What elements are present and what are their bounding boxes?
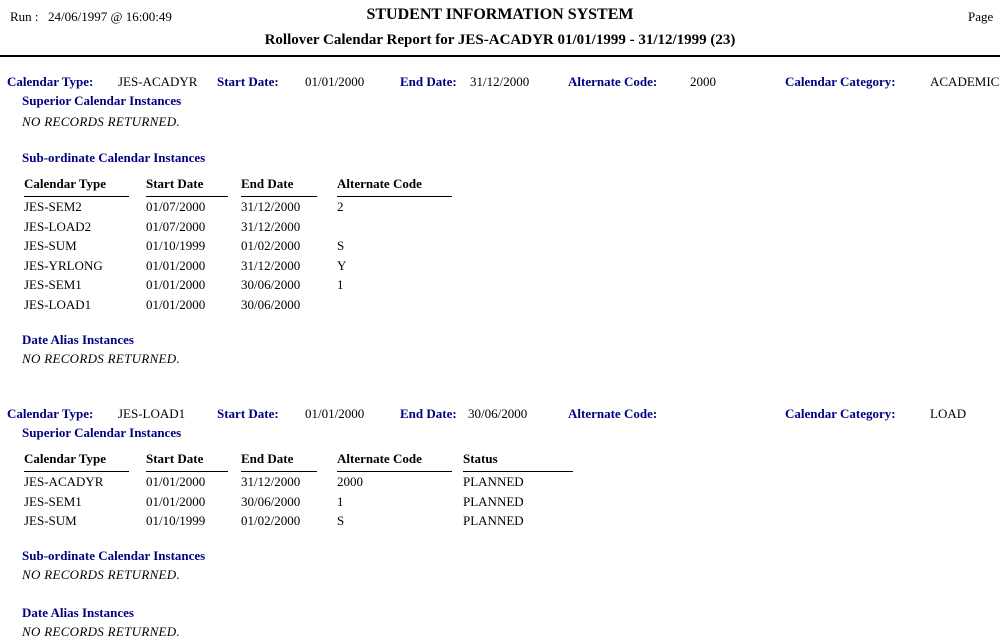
table-cell: JES-SUM xyxy=(24,238,77,254)
table-body xyxy=(24,197,463,315)
no-records-text: NO RECORDS RETURNED. xyxy=(22,114,181,129)
table-cell: 01/01/2000 xyxy=(146,296,206,312)
start-date-value: 01/01/2000 xyxy=(305,406,365,421)
table-cell: 30/06/2000 xyxy=(241,277,301,293)
table-cell: 30/06/2000 xyxy=(241,296,301,312)
table-cell: JES-ACADYR xyxy=(24,474,104,489)
table-row xyxy=(24,217,463,237)
column-header-status: Status xyxy=(463,449,573,472)
end-date-label: End Date: xyxy=(400,74,457,89)
date-alias-heading: Date Alias Instances xyxy=(22,332,134,347)
superior-table xyxy=(24,449,573,531)
start-date-label: Start Date: xyxy=(217,74,279,89)
column-header-alternate-code-cell xyxy=(337,449,463,472)
alternate-code-label: Alternate Code: xyxy=(568,74,658,89)
table-row xyxy=(24,275,463,295)
table-cell: 01/07/2000 xyxy=(146,199,206,214)
subordinate-instances-heading: Sub-ordinate Calendar Instances xyxy=(22,548,206,563)
date-alias-heading: Date Alias Instances xyxy=(22,605,134,620)
table-header-row xyxy=(24,449,573,472)
column-header-start-date-cell xyxy=(146,174,241,197)
table-row xyxy=(24,492,573,512)
end-date-value: 30/06/2000 xyxy=(468,406,528,421)
column-header-start-date: Start Date xyxy=(146,174,228,197)
table-cell: 01/01/2000 xyxy=(146,493,206,509)
table-cell: JES-SEM1 xyxy=(24,277,82,293)
superior-instances-heading: Superior Calendar Instances xyxy=(22,425,182,440)
table-cell: 31/12/2000 xyxy=(241,199,301,214)
column-header-alternate-code: Alternate Code xyxy=(337,449,452,472)
calendar-category-label: Calendar Category: xyxy=(785,406,896,421)
no-records-text: NO RECORDS RETURNED. xyxy=(22,624,181,639)
report-subtitle: Rollover Calendar Report for JES-ACADYR 01/01/1999 - 31/12/1999 (23) xyxy=(264,32,736,48)
table-row xyxy=(24,511,573,531)
alternate-code-label: Alternate Code: xyxy=(568,406,658,421)
column-header-start-date: Start Date xyxy=(146,449,228,472)
table-row xyxy=(24,295,463,315)
table-cell: 01/01/2000 xyxy=(146,277,206,293)
end-date-value: 31/12/2000 xyxy=(470,74,530,89)
table-cell: S xyxy=(337,513,345,529)
table-cell: Y xyxy=(337,257,347,273)
table-cell: JES-LOAD2 xyxy=(24,218,92,234)
header-rule xyxy=(0,55,1000,57)
end-date-label: End Date: xyxy=(400,406,457,421)
table-header-row xyxy=(24,174,463,197)
table-cell: 01/01/2000 xyxy=(146,474,206,489)
table-cell: 31/12/2000 xyxy=(241,218,301,234)
table-cell: 30/06/2000 xyxy=(241,493,301,509)
table-cell: 01/01/2000 xyxy=(146,257,206,273)
table-cell: 2000 xyxy=(337,474,363,489)
table-cell: JES-YRLONG xyxy=(24,257,103,273)
table-cell: JES-SUM xyxy=(24,513,77,529)
column-header-start-date-cell xyxy=(146,449,241,472)
calendar-type-label: Calendar Type: xyxy=(7,74,94,89)
calendar-category-value: ACADEMIC xyxy=(930,74,1000,89)
subordinate-instances-heading: Sub-ordinate Calendar Instances xyxy=(22,150,206,165)
column-header-end-date: End Date xyxy=(241,449,317,472)
column-header-status-cell xyxy=(463,449,573,472)
no-records-text: NO RECORDS RETURNED. xyxy=(22,567,181,582)
column-header-end-date: End Date xyxy=(241,174,317,197)
column-header-end-date-cell xyxy=(241,174,337,197)
column-header-end-date-cell xyxy=(241,449,337,472)
calendar-type-value: JES-LOAD1 xyxy=(118,406,186,421)
table-cell: JES-LOAD1 xyxy=(24,296,92,312)
table-row xyxy=(24,472,573,492)
table-cell: 01/07/2000 xyxy=(146,218,206,234)
table-row xyxy=(24,197,463,217)
subordinate-table xyxy=(24,174,463,315)
calendar-type-label: Calendar Type: xyxy=(7,406,94,421)
table-cell: 01/02/2000 xyxy=(241,513,301,529)
table-cell: 31/12/2000 xyxy=(241,257,301,273)
calendar-category-value: LOAD xyxy=(930,406,967,421)
start-date-value: 01/01/2000 xyxy=(305,74,365,89)
table-cell: 1 xyxy=(337,277,344,293)
table-body xyxy=(24,472,573,531)
column-header-alternate-code-cell xyxy=(337,174,463,197)
report-title: STUDENT INFORMATION SYSTEM xyxy=(366,6,634,23)
table-cell: 01/10/1999 xyxy=(146,513,206,529)
table-cell: JES-SEM2 xyxy=(24,199,82,214)
table-cell: S xyxy=(337,238,345,254)
table-cell: PLANNED xyxy=(463,513,524,529)
table-cell: PLANNED xyxy=(463,474,524,489)
table-cell: 1 xyxy=(337,493,344,509)
alternate-code-value: 2000 xyxy=(690,74,716,89)
table-row xyxy=(24,236,463,256)
no-records-text: NO RECORDS RETURNED. xyxy=(22,351,181,366)
page-label: Page xyxy=(968,9,994,24)
table-cell: JES-SEM1 xyxy=(24,493,82,509)
column-header-calendar-type-cell xyxy=(24,174,146,197)
table-cell: 31/12/2000 xyxy=(241,474,301,489)
table-cell: 01/10/1999 xyxy=(146,238,206,254)
superior-instances-heading: Superior Calendar Instances xyxy=(22,93,182,108)
table-cell: 2 xyxy=(337,199,344,214)
table-cell: PLANNED xyxy=(463,493,524,509)
column-header-calendar-type: Calendar Type xyxy=(24,174,129,197)
column-header-alternate-code: Alternate Code xyxy=(337,174,452,197)
calendar-category-label: Calendar Category: xyxy=(785,74,896,89)
calendar-type-value: JES-ACADYR xyxy=(118,74,198,89)
column-header-calendar-type-cell xyxy=(24,449,146,472)
table-row xyxy=(24,256,463,276)
run-datetime: 24/06/1997 @ 16:00:49 xyxy=(48,9,172,24)
table-cell: 01/02/2000 xyxy=(241,238,301,254)
run-label: Run : xyxy=(10,9,39,24)
column-header-calendar-type: Calendar Type xyxy=(24,449,129,472)
start-date-label: Start Date: xyxy=(217,406,279,421)
